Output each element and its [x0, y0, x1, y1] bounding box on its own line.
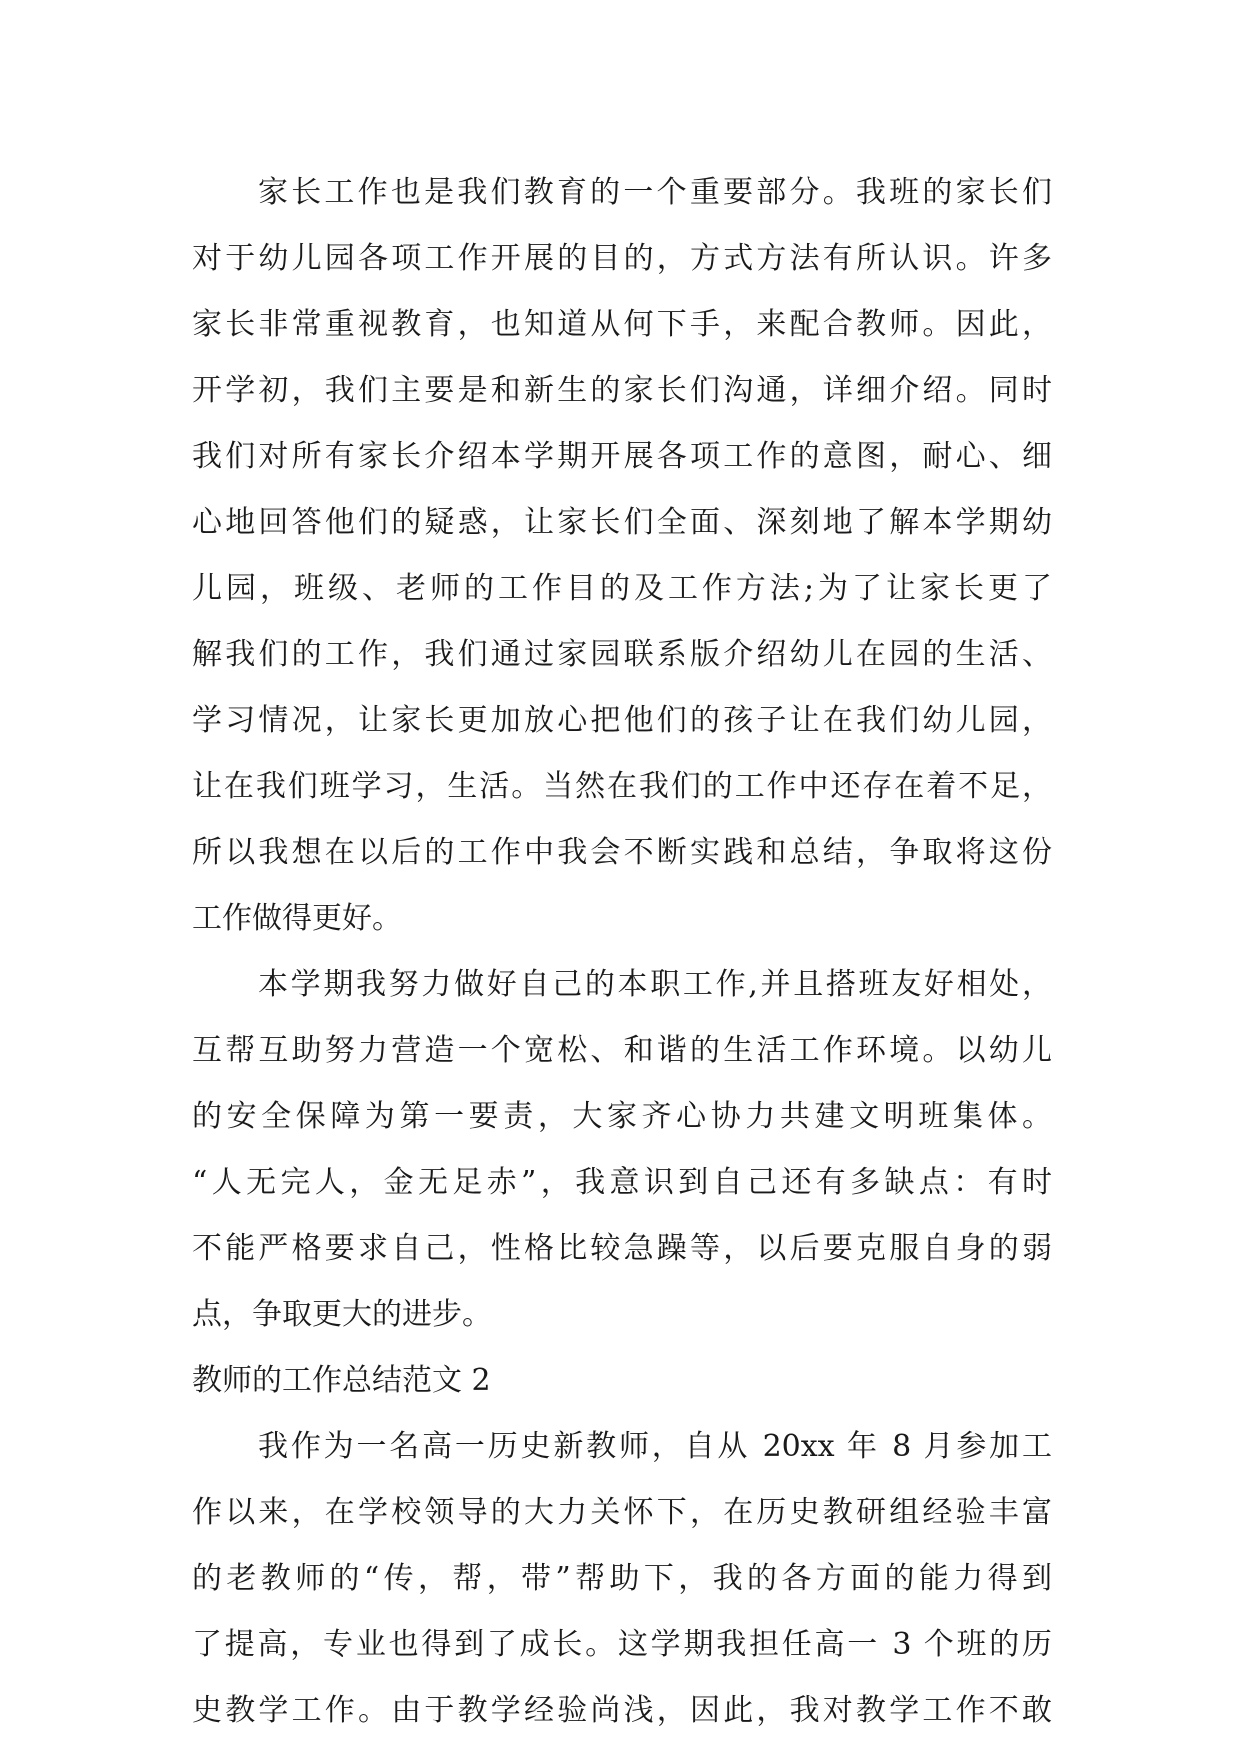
text-line: 史教学工作。由于教学经验尚浅，因此，我对教学工作不敢 — [192, 1693, 1052, 1728]
text-line: 家长工作也是我们教育的一个重要部分。我班的家长们 — [258, 175, 1052, 210]
text-line: 作以来，在学校领导的大力关怀下，在历史教研组经验丰富 — [192, 1495, 1052, 1530]
document-body — [192, 160, 1052, 1744]
text-line: 让在我们班学习，生活。当然在我们的工作中还存在着不足， — [192, 769, 1052, 804]
text-line: 本学期我努力做好自己的本职工作,并且搭班友好相处， — [258, 967, 1052, 1002]
text-line: “人无完人，金无足赤”，我意识到自己还有多缺点：有时 — [192, 1165, 1052, 1200]
text-line: 了提高，专业也得到了成长。这学期我担任高一 3 个班的历 — [192, 1627, 1052, 1662]
text-line: 所以我想在以后的工作中我会不断实践和总结，争取将这份 — [192, 835, 1052, 870]
text-line: 我作为一名高一历史新教师，自从 20xx 年 8 月参加工 — [258, 1429, 1052, 1464]
text-line: 儿园，班级、老师的工作目的及工作方法;为了让家长更了 — [192, 571, 1052, 606]
text-line: 开学初，我们主要是和新生的家长们沟通，详细介绍。同时 — [192, 373, 1052, 408]
text-line: 家长非常重视教育，也知道从何下手，来配合教师。因此， — [192, 307, 1052, 342]
text-line: 的安全保障为第一要责，大家齐心协力共建文明班集体。 — [192, 1099, 1052, 1134]
text-line: 的老教师的“传，帮，带”帮助下，我的各方面的能力得到 — [192, 1561, 1052, 1596]
text-line: 互帮互助努力营造一个宽松、和谐的生活工作环境。以幼儿 — [192, 1033, 1052, 1068]
paragraph-self-review — [192, 952, 1052, 1348]
paragraph-parent-work — [192, 160, 1052, 952]
section-heading: 教师的工作总结范文 2 — [192, 1363, 491, 1398]
text-line: 我们对所有家长介绍本学期开展各项工作的意图，耐心、细 — [192, 439, 1052, 474]
text-line: 点，争取更大的进步。 — [192, 1297, 492, 1332]
paragraph-history-teacher — [192, 1414, 1052, 1744]
text-line: 解我们的工作，我们通过家园联系版介绍幼儿在园的生活、 — [192, 637, 1052, 672]
text-line: 工作做得更好。 — [192, 901, 402, 936]
text-line: 心地回答他们的疑惑，让家长们全面、深刻地了解本学期幼 — [192, 505, 1052, 540]
text-line: 学习情况，让家长更加放心把他们的孩子让在我们幼儿园， — [192, 703, 1052, 738]
text-line: 不能严格要求自己，性格比较急躁等，以后要克服自身的弱 — [192, 1231, 1052, 1266]
text-line: 对于幼儿园各项工作开展的目的，方式方法有所认识。许多 — [192, 241, 1052, 276]
